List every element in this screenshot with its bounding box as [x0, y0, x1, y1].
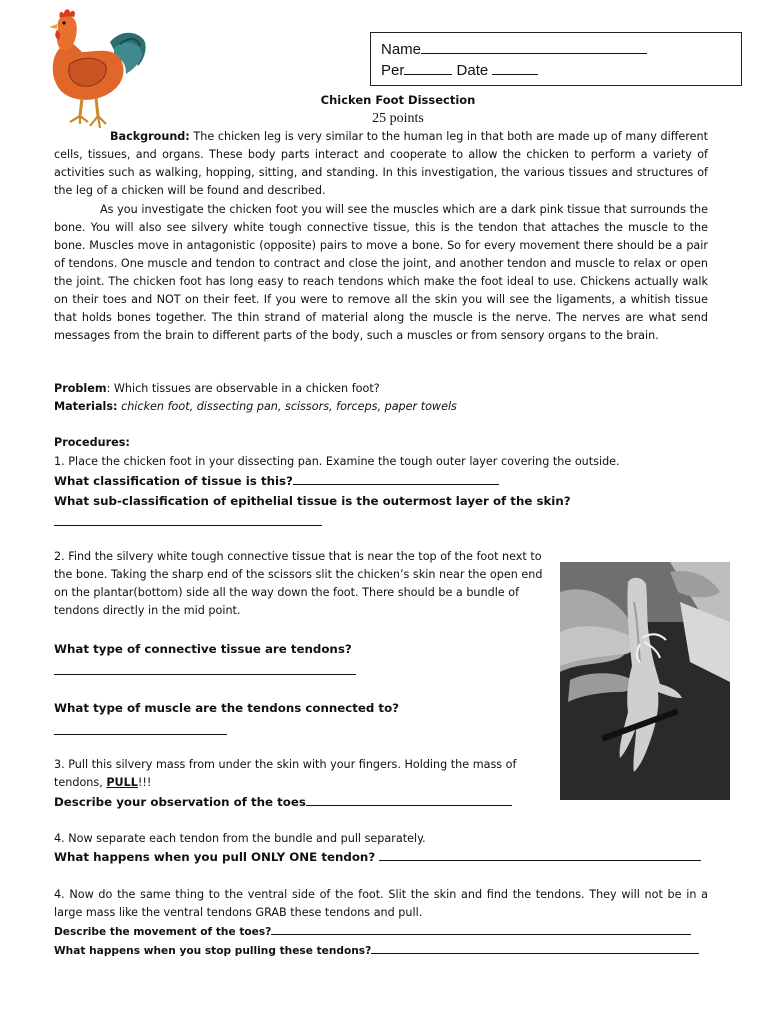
step-3-pull: PULL: [106, 776, 138, 789]
answer-3-blank[interactable]: [54, 662, 356, 675]
step-2-text: 2. Find the silvery white tough connective tissue that is near the top of the foot next to the bone. Taking the sharp end of the scissors slit the chicken’s skin near the open end on the plantar(bottom) side all the way down the foot. There should be a bundle of tendons directly in the mid point.: [54, 550, 543, 617]
name-blank[interactable]: [421, 41, 647, 54]
step-4-text: 4. Now separate each tendon from the bundle and pull separately.: [54, 832, 426, 845]
materials-label: Materials:: [54, 400, 118, 413]
materials-line: [54, 398, 457, 416]
answer-5-blank[interactable]: [306, 793, 512, 806]
step-1-text: 1. Place the chicken foot in your dissecting pan. Examine the tough outer layer covering the outside.: [54, 455, 620, 468]
problem-line: [54, 380, 380, 398]
background-paragraph-2: As you investigate the chicken foot you will see the muscles which are a dark pink tissue that surrounds the bone. You will also see silvery white tough connective tissue, this is the tendon that attaches the muscle to the bone. Muscles move in antagonistic (opposite) pairs to move a bone. So for every movement there should be a pair of tendons. One muscle and tendon to contract and close the joint, and another tendon and muscle to relax or open the joint. The chicken foot has long easy to reach tendons which make the foot ideal to use. Chickens actually walk on their toes and NOT on their feet. If you were to remove all the skin you will see the ligaments, a whitish tissue that holds bones together. The thin strand of material along the muscle is the nerve. The nerves are what send messages from the brain to different parts of the body, such a muscles or from sensory organs to the brain.: [54, 203, 708, 342]
name-line: [381, 39, 741, 60]
step-3-text-b: !!!: [137, 776, 152, 789]
step-5-text: 4. Now do the same thing to the ventral side of the foot. Slit the skin and find the tendons. They will not be in a large mass like the ventral tendons GRAB these tendons and pull.: [54, 888, 708, 919]
answer-7-blank[interactable]: [271, 922, 691, 935]
background-text-1: The chicken leg is very similar to the human leg in that both are made up of many different cells, tissues, and organs. These body parts interact and cooperate to allow the chicken to perform a variety of activities such as walking, hopping, sitting, and standing. In this investigation, the various tissues and structures of the leg of a chicken will be found and described.: [54, 130, 708, 197]
question-1-text: What classification of tissue is this?: [54, 474, 293, 488]
answer-4-blank[interactable]: [54, 722, 227, 735]
question-3: What type of connective tissue are tendons?: [54, 642, 352, 656]
answer-8-blank[interactable]: [371, 941, 699, 954]
question-1: [54, 472, 499, 491]
background-label: Background:: [110, 130, 190, 143]
per-date-line: [381, 60, 741, 81]
problem-label: Problem: [54, 382, 107, 395]
page-title: Chicken Foot Dissection: [320, 93, 476, 107]
materials-text: chicken foot, dissecting pan, scissors, forceps, paper towels: [121, 400, 457, 413]
name-label: Name: [381, 41, 422, 58]
answer-1-blank[interactable]: [293, 472, 499, 485]
procedures-heading: Procedures:: [54, 436, 130, 449]
answer-2-blank[interactable]: [54, 513, 322, 526]
question-2: What sub-classification of epithelial tissue is the outermost layer of the skin?: [54, 494, 571, 508]
answer-6-blank[interactable]: [379, 848, 701, 861]
background-paragraph-1: [54, 128, 708, 200]
question-8-text: What happens when you stop pulling these tendons?: [54, 945, 372, 957]
problem-text: : Which tissues are observable in a chicken foot?: [106, 382, 380, 395]
points-label: 25 points: [372, 111, 424, 126]
per-label: Per: [381, 62, 405, 79]
question-5-text: Describe your observation of the toes: [54, 795, 306, 809]
name-period-date-box: [370, 32, 742, 86]
question-5: [54, 793, 512, 812]
question-6-text: What happens when you pull ONLY ONE tendon?: [54, 850, 380, 864]
date-label: Date: [456, 62, 489, 79]
question-8: [54, 941, 699, 960]
question-7: [54, 922, 691, 941]
question-6: [54, 848, 701, 867]
question-4: What type of muscle are the tendons connected to?: [54, 701, 400, 715]
step-3-text-a: 3. Pull this silvery mass from under the skin with your fingers. Holding the mass of tendons,: [54, 758, 517, 789]
step-3-text: [54, 756, 544, 792]
per-blank[interactable]: [404, 62, 452, 75]
question-7-text: Describe the movement of the toes?: [54, 926, 272, 938]
chicken-foot-photo: [560, 562, 730, 800]
date-blank[interactable]: [492, 62, 538, 75]
